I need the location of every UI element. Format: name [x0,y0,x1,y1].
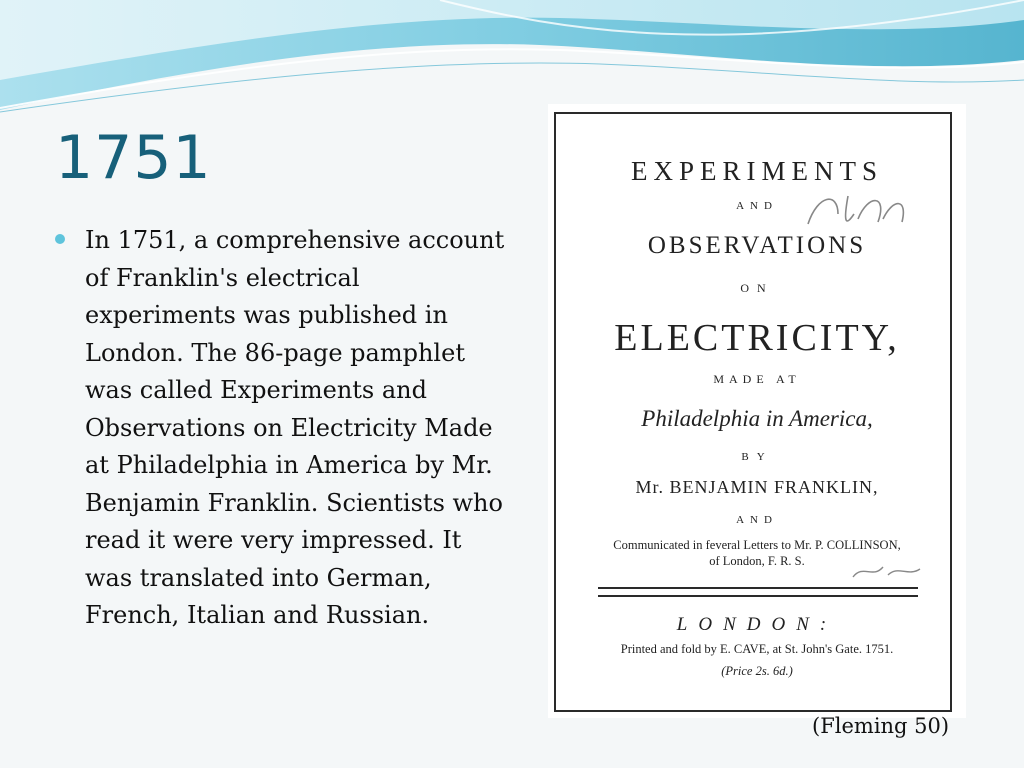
tp-printed: Printed and fold by E. CAVE, at St. John's Gate. 1751. [620,642,894,656]
image-citation: (Fleming 50) [812,714,950,738]
tp-and-1: AND [736,200,778,212]
tp-made-at: MADE AT [713,372,801,386]
tp-on: ON [740,281,774,295]
bullet-text: In 1751, a comprehensive account of Franklin's electrical experiments was published in London. The 86-page pamphlet was called Experiments and Observations on Electricity Made at Philadelphia in America by Mr. Benjamin Franklin. Scientists who read it were very impressed. It was translated into German, French, Italian and Russian. [85,226,505,629]
divider-rule [598,587,918,589]
tp-london: LONDON: [676,614,838,635]
tp-observations: OBSERVATIONS [647,232,867,259]
title-page-image [548,104,966,718]
handwritten-annotation [798,184,918,234]
tp-price: (Price 2s. 6d.) [721,664,793,678]
tp-fellow: of London, F. R. S. [709,554,805,568]
slide-title: 1751 [55,123,212,193]
tp-experiments: EXPERIMENTS [630,156,883,186]
tp-author: Mr. BENJAMIN FRANKLIN, [635,477,879,497]
header-wave-decoration [0,0,1024,120]
tp-and-2: AND [736,514,778,526]
tp-communicated: Communicated in feveral Letters to Mr. P. COLLINSON, [613,538,901,552]
tp-place: Philadelphia in America, [641,406,873,431]
divider-rule [598,595,918,597]
tp-by: BY [741,451,773,463]
bullet-dot-icon [55,234,65,244]
handwritten-mark [848,559,928,584]
tp-electricity: ELECTRICITY, [614,317,900,359]
